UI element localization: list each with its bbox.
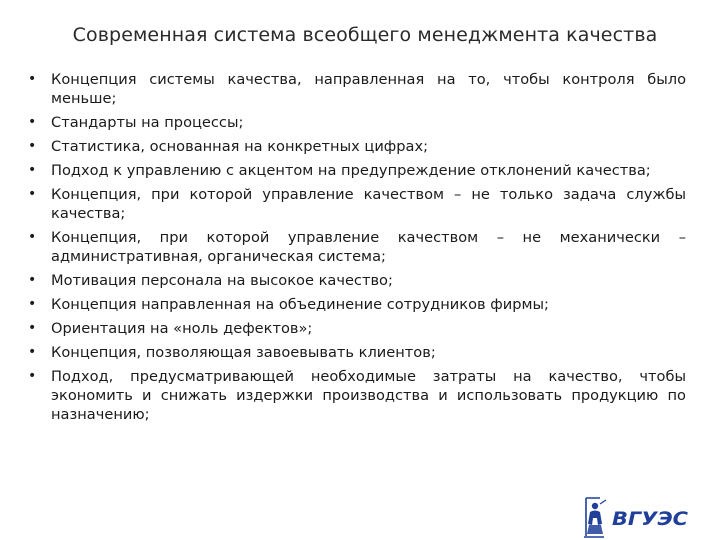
list-item-text: Ориентация на «ноль дефектов»;: [51, 320, 313, 337]
bullet-icon: •: [28, 71, 37, 87]
list-item: [28, 161, 686, 180]
list-item-text: Концепция, позволяющая завоевывать клиентов;: [51, 344, 436, 361]
list-item: [28, 367, 686, 424]
list-item-text: Стандарты на процессы;: [51, 114, 244, 131]
bullet-icon: •: [28, 186, 37, 202]
list-item: [28, 185, 686, 223]
list-item: [28, 137, 686, 156]
list-item-text: Статистика, основанная на конкретных цифрах;: [51, 138, 429, 155]
list-item-text: Мотивация персонала на высокое качество;: [51, 272, 393, 289]
list-item: [28, 228, 686, 266]
list-item-text: Концепция, при которой управление качеством – не механически – административная, органическая система;: [51, 229, 686, 265]
bullet-icon: •: [28, 320, 37, 336]
logo-wordmark: ВГУЭС: [612, 508, 689, 530]
list-item: [28, 70, 686, 108]
bullet-list: [28, 70, 686, 429]
bullet-icon: •: [28, 344, 37, 360]
list-item: [28, 295, 686, 314]
list-item: [28, 271, 686, 290]
slide-title: Современная система всеобщего менеджмента качества: [72, 24, 658, 46]
list-item: [28, 113, 686, 132]
list-item-text: Концепция, при которой управление качеством – не только задача службы качества;: [51, 186, 686, 222]
bullet-icon: •: [28, 114, 37, 130]
bullet-icon: •: [28, 368, 37, 384]
university-logo: [580, 494, 692, 540]
list-item-text: Подход, предусматривающей необходимые затраты на качество, чтобы экономить и снижать издержки производства и использовать продукцию по назначению;: [51, 368, 686, 423]
bullet-icon: •: [28, 272, 37, 288]
bullet-icon: •: [28, 229, 37, 245]
university-emblem-icon: [584, 498, 606, 537]
bullet-icon: •: [28, 162, 37, 178]
bullet-icon: •: [28, 138, 37, 154]
list-item-text: Концепция направленная на объединение сотрудников фирмы;: [51, 296, 549, 313]
bullet-icon: •: [28, 296, 37, 312]
list-item: [28, 319, 686, 338]
list-item: [28, 343, 686, 362]
list-item-text: Концепция системы качества, направленная на то, чтобы контроля было меньше;: [51, 71, 686, 107]
list-item-text: Подход к управлению с акцентом на предупреждение отклонений качества;: [51, 162, 651, 179]
